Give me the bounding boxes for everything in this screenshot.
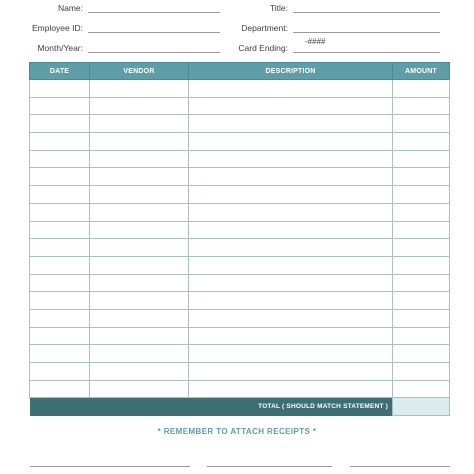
total-label: TOTAL ( SHOULD MATCH STATEMENT ) (30, 398, 393, 416)
description-cell[interactable] (189, 309, 393, 327)
title-label: Title: (269, 3, 288, 13)
date-cell[interactable] (30, 203, 90, 221)
amount-cell[interactable] (393, 168, 450, 186)
table-row (30, 363, 450, 381)
department-field[interactable] (293, 32, 440, 33)
amount-cell[interactable] (393, 363, 450, 381)
card-ending-placeholder: -#### (305, 37, 326, 46)
description-cell[interactable] (189, 133, 393, 151)
name-field[interactable] (88, 12, 220, 13)
description-cell[interactable] (189, 80, 393, 98)
signature-line-date[interactable] (350, 466, 450, 467)
table-row (30, 186, 450, 204)
table-row (30, 150, 450, 168)
vendor-cell[interactable] (90, 168, 189, 186)
department-label: Department: (241, 23, 288, 33)
vendor-cell[interactable] (90, 345, 189, 363)
description-cell[interactable] (189, 256, 393, 274)
amount-cell[interactable] (393, 239, 450, 257)
amount-cell[interactable] (393, 97, 450, 115)
description-cell[interactable] (189, 327, 393, 345)
employee-id-field[interactable] (88, 32, 220, 33)
description-cell[interactable] (189, 274, 393, 292)
amount-cell[interactable] (393, 133, 450, 151)
table-row (30, 203, 450, 221)
card-ending-field[interactable] (293, 52, 440, 53)
description-cell[interactable] (189, 97, 393, 115)
vendor-cell[interactable] (90, 80, 189, 98)
amount-cell[interactable] (393, 309, 450, 327)
date-column-header: DATE (30, 63, 90, 80)
amount-cell[interactable] (393, 256, 450, 274)
table-row (30, 115, 450, 133)
employee-id-label: Employee ID: (31, 23, 83, 33)
date-cell[interactable] (30, 380, 90, 398)
table-row (30, 221, 450, 239)
title-field[interactable] (293, 12, 440, 13)
table-row (30, 133, 450, 151)
description-cell[interactable] (189, 203, 393, 221)
description-cell[interactable] (189, 380, 393, 398)
description-cell[interactable] (189, 292, 393, 310)
amount-cell[interactable] (393, 115, 450, 133)
card-ending-label: Card Ending: (238, 43, 288, 53)
description-column-header: DESCRIPTION (189, 63, 393, 80)
date-cell[interactable] (30, 345, 90, 363)
vendor-cell[interactable] (90, 186, 189, 204)
name-label: Name: (57, 3, 83, 13)
signature-line-employee[interactable] (30, 466, 190, 467)
table-row (30, 274, 450, 292)
month-year-field[interactable] (88, 52, 220, 53)
vendor-cell[interactable] (90, 363, 189, 381)
amount-cell[interactable] (393, 274, 450, 292)
vendor-cell[interactable] (90, 327, 189, 345)
amount-cell[interactable] (393, 221, 450, 239)
description-cell[interactable] (189, 150, 393, 168)
date-cell[interactable] (30, 239, 90, 257)
table-row (30, 345, 450, 363)
table-header-row (30, 63, 450, 80)
table-row (30, 380, 450, 398)
date-cell[interactable] (30, 327, 90, 345)
amount-cell[interactable] (393, 203, 450, 221)
amount-cell[interactable] (393, 150, 450, 168)
vendor-cell[interactable] (90, 133, 189, 151)
table-row (30, 168, 450, 186)
date-cell[interactable] (30, 363, 90, 381)
signature-line-approver[interactable] (207, 466, 332, 467)
vendor-column-header: VENDOR (90, 63, 189, 80)
vendor-cell[interactable] (90, 274, 189, 292)
table-row (30, 292, 450, 310)
description-cell[interactable] (189, 186, 393, 204)
vendor-cell[interactable] (90, 203, 189, 221)
description-cell[interactable] (189, 221, 393, 239)
description-cell[interactable] (189, 363, 393, 381)
vendor-cell[interactable] (90, 256, 189, 274)
table-row (30, 327, 450, 345)
vendor-cell[interactable] (90, 150, 189, 168)
expense-table (29, 62, 450, 416)
table-row (30, 309, 450, 327)
date-cell[interactable] (30, 292, 90, 310)
amount-cell[interactable] (393, 345, 450, 363)
total-row (30, 398, 450, 416)
table-row (30, 80, 450, 98)
table-row (30, 97, 450, 115)
date-cell[interactable] (30, 168, 90, 186)
amount-cell[interactable] (393, 380, 450, 398)
vendor-cell[interactable] (90, 309, 189, 327)
vendor-cell[interactable] (90, 292, 189, 310)
amount-cell[interactable] (393, 186, 450, 204)
total-amount-cell[interactable] (393, 398, 450, 416)
date-cell[interactable] (30, 97, 90, 115)
date-cell[interactable] (30, 115, 90, 133)
table-row (30, 239, 450, 257)
description-cell[interactable] (189, 168, 393, 186)
amount-cell[interactable] (393, 292, 450, 310)
vendor-cell[interactable] (90, 239, 189, 257)
description-cell[interactable] (189, 345, 393, 363)
vendor-cell[interactable] (90, 380, 189, 398)
vendor-cell[interactable] (90, 115, 189, 133)
amount-cell[interactable] (393, 80, 450, 98)
date-cell[interactable] (30, 309, 90, 327)
description-cell[interactable] (189, 115, 393, 133)
date-cell[interactable] (30, 150, 90, 168)
date-cell[interactable] (30, 274, 90, 292)
date-cell[interactable] (30, 186, 90, 204)
description-cell[interactable] (189, 239, 393, 257)
date-cell[interactable] (30, 80, 90, 98)
vendor-cell[interactable] (90, 221, 189, 239)
amount-cell[interactable] (393, 327, 450, 345)
month-year-label: Month/Year: (37, 43, 83, 53)
vendor-cell[interactable] (90, 97, 189, 115)
amount-column-header: AMOUNT (393, 63, 450, 80)
table-row (30, 256, 450, 274)
table-body (30, 80, 450, 416)
attach-receipts-reminder: * REMEMBER TO ATTACH RECEIPTS * (157, 427, 317, 436)
date-cell[interactable] (30, 221, 90, 239)
date-cell[interactable] (30, 256, 90, 274)
date-cell[interactable] (30, 133, 90, 151)
